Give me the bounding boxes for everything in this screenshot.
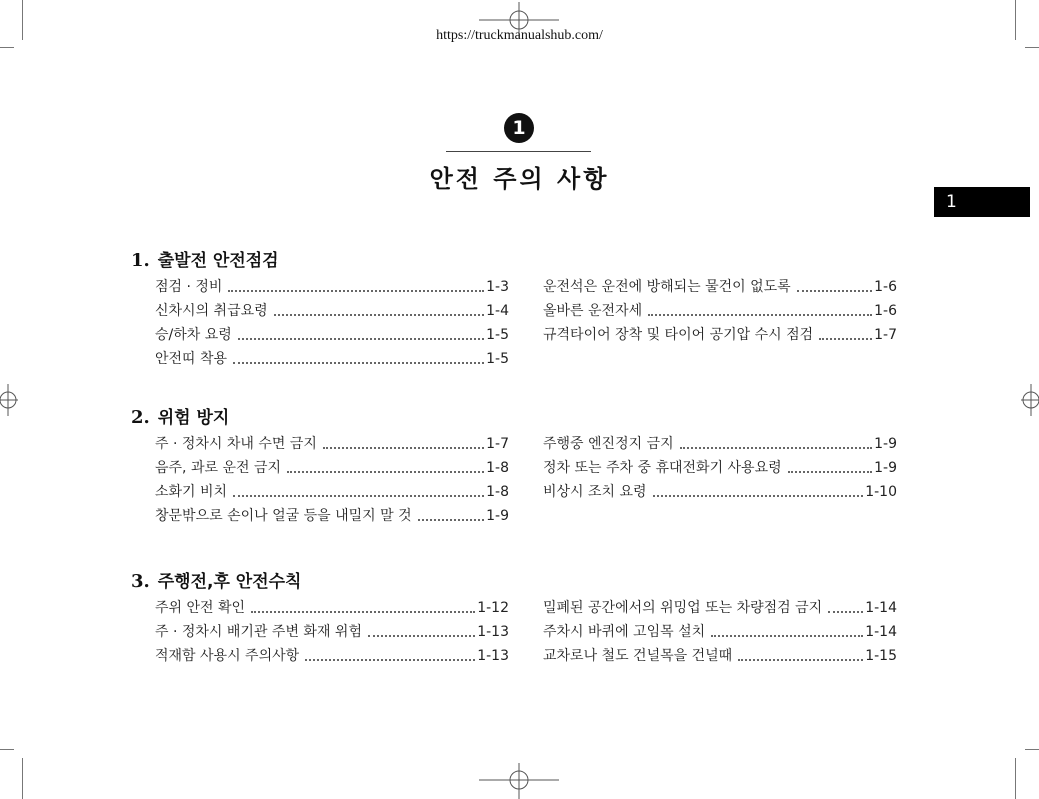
crop-mark [1025,47,1039,48]
toc-entry-page: 1-15 [865,648,897,664]
section-title: 주행전,후 안전수칙 [157,572,302,592]
toc-entry-page: 1-5 [486,327,509,343]
leader-dots [274,313,484,316]
toc-entry-label: 교차로나 철도 건널목을 건널때 [543,648,733,664]
section-title: 출발전 안전점검 [157,251,279,271]
toc-entry-label: 운전석은 운전에 방해되는 물건이 없도록 [543,279,791,295]
toc-entry[interactable] [543,482,897,502]
leader-dots [828,610,863,613]
toc-entry-page: 1-9 [874,436,897,452]
leader-dots [797,289,872,292]
toc-entry[interactable] [543,622,897,642]
toc-entry-label: 규격타이어 장착 및 타이어 공기압 수시 점검 [543,327,814,343]
toc-entry[interactable] [543,325,897,345]
toc-entry-page: 1-14 [865,624,897,640]
toc-entry[interactable] [155,349,509,369]
crop-mark [1025,749,1039,750]
title-divider [446,151,591,152]
crop-mark [1015,758,1016,799]
toc-entry[interactable] [543,458,897,478]
toc-entry-page: 1-10 [865,484,897,500]
toc-entry-label: 주 · 정차시 배기관 주변 화재 위험 [155,624,362,640]
leader-dots [680,446,873,449]
toc-entry-label: 주행중 엔진정지 금지 [543,436,674,452]
leader-dots [819,337,872,340]
leader-dots [711,634,863,637]
section-number: 2. [131,407,150,428]
toc-entry[interactable] [543,277,897,297]
toc-entry-label: 창문밖으로 손이나 얼굴 등을 내밀지 말 것 [155,508,412,524]
section-heading [131,567,301,592]
leader-dots [287,470,484,473]
crop-mark [0,749,14,750]
section-title: 위험 방지 [157,408,230,428]
toc-entry-label: 승/하차 요령 [155,327,232,343]
toc-entry-label: 음주, 과로 운전 금지 [155,460,281,476]
toc-entry-label: 정차 또는 주차 중 휴대전화기 사용요령 [543,460,782,476]
toc-entry-page: 1-7 [874,327,897,343]
section-heading [131,403,229,428]
toc-entry-page: 1-5 [486,351,509,367]
toc-entry[interactable] [155,482,509,502]
toc-entry[interactable] [155,622,509,642]
registration-mark-right [1021,382,1039,418]
toc-entry-label: 적재함 사용시 주의사항 [155,648,300,664]
leader-dots [228,289,484,292]
leader-dots [738,658,863,661]
chapter-number-badge: 1 [504,113,534,143]
crop-mark [22,758,23,799]
section-number: 3. [131,571,150,592]
toc-entry[interactable] [543,434,897,454]
toc-entry[interactable] [155,458,509,478]
leader-dots [233,361,484,364]
toc-entry-label: 신차시의 취급요령 [155,303,268,319]
toc-entry[interactable] [543,646,897,666]
side-tab-label: 1 [946,192,957,212]
toc-entry-page: 1-9 [874,460,897,476]
toc-entry-page: 1-6 [874,303,897,319]
toc-entry-page: 1-3 [486,279,509,295]
leader-dots [323,446,484,449]
toc-entry-page: 1-8 [486,484,509,500]
leader-dots [233,494,484,497]
toc-entry-label: 비상시 조치 요령 [543,484,647,500]
toc-entry[interactable] [155,646,509,666]
toc-entry-page: 1-7 [486,436,509,452]
toc-entry[interactable] [155,301,509,321]
toc-entry[interactable] [543,598,897,618]
registration-mark-left [0,382,18,418]
toc-entry-label: 밀폐된 공간에서의 위밍업 또는 차량점검 금지 [543,600,823,616]
leader-dots [788,470,872,473]
toc-entry-page: 1-13 [477,648,509,664]
toc-entry-page: 1-9 [486,508,509,524]
section-heading [131,246,279,271]
toc-entry[interactable] [155,506,509,526]
section-number: 1. [131,250,150,271]
leader-dots [368,634,475,637]
toc-entry[interactable] [155,434,509,454]
leader-dots [305,658,475,661]
toc-entry-label: 주차시 바퀴에 고임목 설치 [543,624,706,640]
chapter-title: 안전 주의 사항 [429,165,610,193]
toc-entry-page: 1-4 [486,303,509,319]
toc-entry-label: 주 · 정차시 차내 수면 금지 [155,436,317,452]
source-url: https://truckmanualshub.com/ [436,28,603,43]
toc-entry-label: 점검 · 정비 [155,279,223,295]
toc-entry[interactable] [155,598,509,618]
leader-dots [251,610,475,613]
registration-mark-bottom [479,763,559,799]
leader-dots [418,518,485,521]
toc-entry[interactable] [543,301,897,321]
toc-entry-page: 1-12 [477,600,509,616]
toc-entry[interactable] [155,325,509,345]
toc-entry[interactable] [155,277,509,297]
leader-dots [648,313,872,316]
toc-entry-label: 소화기 비치 [155,484,228,500]
chapter-side-tab [934,187,1030,217]
toc-entry-label: 주위 안전 확인 [155,600,246,616]
toc-entry-label: 올바른 운전자세 [543,303,643,319]
toc-entry-page: 1-13 [477,624,509,640]
leader-dots [653,494,864,497]
leader-dots [238,337,484,340]
crop-mark [0,47,14,48]
toc-entry-page: 1-6 [874,279,897,295]
toc-entry-page: 1-8 [486,460,509,476]
toc-entry-page: 1-14 [865,600,897,616]
toc-entry-label: 안전띠 착용 [155,351,228,367]
